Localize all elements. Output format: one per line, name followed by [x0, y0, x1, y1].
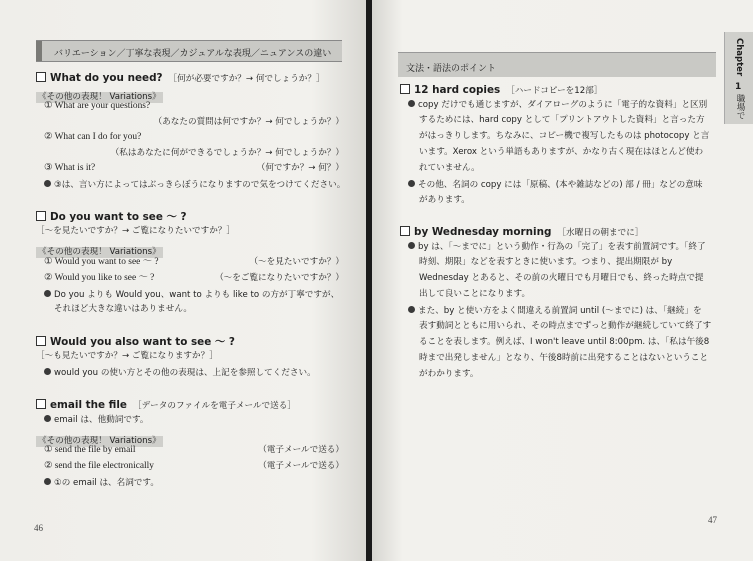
example-jp: （～を見たいですか？）: [249, 257, 344, 267]
body-line: Wednesday とあると、その前の火曜日でも月曜日でも、終った時点で提: [419, 273, 704, 283]
bullet-icon: [44, 415, 51, 422]
body-line: がはっきりします。ちなみに、コピー機で複写したものは photocopy と言: [419, 131, 710, 141]
note-line: email は、他動詞です。: [44, 415, 149, 425]
left-page: [0, 0, 366, 561]
section-heading: What do you need? ［何が必要ですか？→ 何でしょうか？］: [36, 72, 325, 84]
body-line: また、by と使い方をよく間違える前置詞 until (～までに) は、「継続」を: [408, 306, 702, 316]
variations-tag: 《その他の表現！ Variations》: [38, 92, 161, 102]
heading-jp: ［～を見たいですか？→ ご覧になりたいですか？］: [36, 226, 235, 236]
body-line: copy だけでも通じますが、ダイアローグのように「電子的な資料」と区別: [408, 100, 707, 110]
chapter-tab: [724, 32, 753, 124]
bullet-icon: [408, 242, 415, 249]
body-line: があります。: [419, 195, 470, 205]
checkbox-icon: [36, 399, 46, 409]
banner-cap: [36, 41, 42, 61]
note-line: ①の email は、名詞です。: [44, 478, 159, 488]
example-jp: （何ですか？→ 何？）: [256, 163, 344, 173]
body-line: ることを表します。例えば、I won't leave until 8:00pm. は、「私は午後8: [419, 337, 710, 347]
checkbox-icon: [400, 226, 410, 236]
example-jp: （電子メールで送る）: [258, 445, 344, 455]
body-line: います。Xerox という単語もありますが、かなり古く現在はほとんど使わ: [419, 147, 704, 157]
note-line: would you の使い方とその他の表現は、上記を参照してください。: [44, 368, 316, 378]
body-line: がわかります。: [419, 369, 479, 379]
chapter-label: Chapter: [734, 38, 744, 77]
banner-title: バリエーション／丁寧な表現／カジュアルな表現／ニュアンスの違い: [54, 49, 332, 59]
page-number: 46: [34, 523, 43, 533]
checkbox-icon: [36, 72, 46, 82]
body-line: れていません。: [419, 163, 480, 173]
section-heading: by Wednesday morning ［水曜日の朝までに］: [400, 226, 643, 238]
body-line: 表す動詞とともに用いられ、その時点までずっと動作が継続していて終了す: [419, 321, 712, 331]
example-jp: （あなたの質問は何ですか？→ 何でしょうか？）: [153, 117, 344, 127]
heading-jp: ［～も見たいですか？→ ご覧になりますか？］: [36, 351, 218, 361]
body-line: その他、名詞の copy には「原稿、(本や雑誌などの) 部 / 冊」などの意味: [408, 180, 702, 190]
note-line: Do you よりも Would you、want to よりも like to の方が丁寧ですが、: [44, 290, 339, 300]
bullet-icon: [408, 180, 415, 187]
section-banner: [36, 40, 342, 62]
body-line: 出して良いことになります。: [419, 289, 531, 299]
note-line: それほど大きな違いはありません。: [54, 304, 193, 314]
section-heading: Do you want to see ～ ?: [36, 211, 187, 222]
body-line: するためには、hard copy として「プリントアウトした資料」と言った方: [419, 115, 705, 125]
chapter-number: 1: [735, 82, 742, 92]
bullet-icon: [44, 368, 51, 375]
banner-title: 文法・語法のポイント: [406, 64, 497, 74]
body-line: 時刻、期限」などを表すときに使います。つまり、提出期限が by: [419, 257, 673, 267]
example-en: ① Would you want to see ～ ?: [44, 257, 159, 267]
checkbox-icon: [36, 211, 46, 221]
chapter-title: 職場で: [735, 94, 745, 120]
section-heading: email the file ［データのファイルを電子メールで送る］: [36, 399, 296, 411]
example-jp: （私はあなたに何ができるでしょうか？→ 何でしょうか？）: [110, 148, 344, 158]
checkbox-icon: [36, 336, 46, 346]
body-line: 時まで出発しません」となり、午後8時前に出発することはないということ: [419, 353, 709, 363]
example-en: ② send the file electronically: [44, 461, 154, 471]
right-page: [372, 0, 753, 561]
bullet-icon: [44, 478, 51, 485]
example-jp: （～をご覧になりたいですか？）: [215, 273, 344, 283]
section-heading: Would you also want to see ～ ?: [36, 336, 235, 347]
example-en: ② Would you like to see ～ ?: [44, 273, 155, 283]
bullet-icon: [44, 290, 51, 297]
checkbox-icon: [400, 84, 410, 94]
note-line: ③は、言い方によってはぶっきらぼうになりますので気をつけてください。: [44, 180, 345, 190]
bullet-icon: [408, 306, 415, 313]
body-line: by は、「～までに」という動作・行為の「完了」を表す前置詞です。「終了: [408, 242, 706, 252]
variations-tag: 《その他の表現！ Variations》: [38, 247, 161, 257]
example-en: ① send the file by email: [44, 445, 136, 455]
example-jp: （電子メールで送る）: [258, 461, 344, 471]
example-en: ② What can I do for you?: [44, 132, 142, 142]
page-number: 47: [708, 515, 717, 525]
example-en: ③ What is it?: [44, 163, 96, 173]
section-heading: 12 hard copies ［ハードコピーを12部］: [400, 84, 602, 96]
variations-tag: 《その他の表現！ Variations》: [38, 436, 161, 446]
section-banner: [398, 52, 716, 77]
example-en: ① What are your questions?: [44, 101, 151, 111]
bullet-icon: [44, 180, 51, 187]
bullet-icon: [408, 100, 415, 107]
